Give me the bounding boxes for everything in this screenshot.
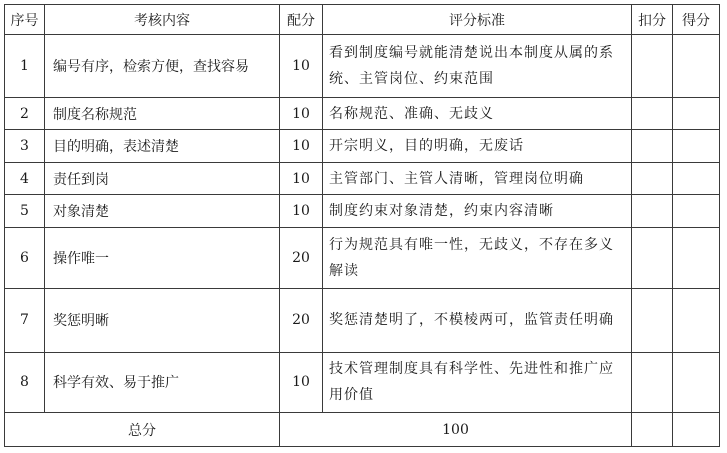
row-item: 科学有效、易于推广 <box>45 352 280 413</box>
row-item: 制度名称规范 <box>45 97 280 129</box>
row-gained-cell <box>673 195 720 227</box>
row-score: 10 <box>280 130 323 162</box>
row-no: 3 <box>5 130 45 162</box>
row-no: 8 <box>5 352 45 413</box>
header-criteria: 评分标准 <box>323 5 632 35</box>
row-no: 5 <box>5 195 45 227</box>
total-value: 100 <box>280 413 632 447</box>
row-score: 20 <box>280 227 323 288</box>
row-gained-cell <box>673 130 720 162</box>
row-deduct-cell <box>632 288 673 352</box>
header-item: 考核内容 <box>45 5 280 35</box>
row-criteria: 看到制度编号就能清楚说出本制度从属的系统、主管岗位、约束范围 <box>323 35 632 98</box>
row-gained-cell <box>673 227 720 288</box>
row-item: 奖惩明晰 <box>45 288 280 352</box>
row-criteria: 开宗明义，目的明确，无废话 <box>323 130 632 162</box>
row-deduct-cell <box>632 97 673 129</box>
total-label: 总分 <box>5 413 280 447</box>
header-deduct: 扣分 <box>632 5 673 35</box>
table-row <box>5 352 720 413</box>
row-score: 10 <box>280 195 323 227</box>
row-gained-cell <box>673 97 720 129</box>
header-no: 序号 <box>5 5 45 35</box>
row-score: 10 <box>280 162 323 194</box>
scoring-table <box>4 4 720 447</box>
row-no: 1 <box>5 35 45 98</box>
row-no: 2 <box>5 97 45 129</box>
row-deduct-cell <box>632 35 673 98</box>
total-gained-cell <box>673 413 720 447</box>
row-no: 6 <box>5 227 45 288</box>
row-item: 对象清楚 <box>45 195 280 227</box>
row-criteria: 技术管理制度具有科学性、先进性和推广应用价值 <box>323 352 632 413</box>
row-item: 目的明确，表述清楚 <box>45 130 280 162</box>
table-row <box>5 130 720 162</box>
row-no: 7 <box>5 288 45 352</box>
header-score: 配分 <box>280 5 323 35</box>
row-score: 10 <box>280 352 323 413</box>
row-gained-cell <box>673 162 720 194</box>
row-deduct-cell <box>632 162 673 194</box>
row-deduct-cell <box>632 195 673 227</box>
row-score: 10 <box>280 97 323 129</box>
total-deduct-cell <box>632 413 673 447</box>
table-row <box>5 288 720 352</box>
row-no: 4 <box>5 162 45 194</box>
table-row <box>5 195 720 227</box>
row-item: 责任到岗 <box>45 162 280 194</box>
row-gained-cell <box>673 35 720 98</box>
row-criteria: 奖惩清楚明了，不模棱两可，监管责任明确 <box>323 288 632 352</box>
row-score: 20 <box>280 288 323 352</box>
row-deduct-cell <box>632 130 673 162</box>
row-score: 10 <box>280 35 323 98</box>
row-criteria: 主管部门、主管人清晰，管理岗位明确 <box>323 162 632 194</box>
table-row <box>5 162 720 194</box>
row-criteria: 行为规范具有唯一性，无歧义，不存在多义解读 <box>323 227 632 288</box>
row-deduct-cell <box>632 352 673 413</box>
row-item: 操作唯一 <box>45 227 280 288</box>
header-gained: 得分 <box>673 5 720 35</box>
table-row <box>5 35 720 98</box>
row-gained-cell <box>673 352 720 413</box>
table-row <box>5 97 720 129</box>
row-gained-cell <box>673 288 720 352</box>
row-item: 编号有序，检索方便，查找容易 <box>45 35 280 98</box>
total-row <box>5 413 720 447</box>
table-row <box>5 227 720 288</box>
row-criteria: 制度约束对象清楚，约束内容清晰 <box>323 195 632 227</box>
header-row <box>5 5 720 35</box>
row-deduct-cell <box>632 227 673 288</box>
row-criteria: 名称规范、准确、无歧义 <box>323 97 632 129</box>
